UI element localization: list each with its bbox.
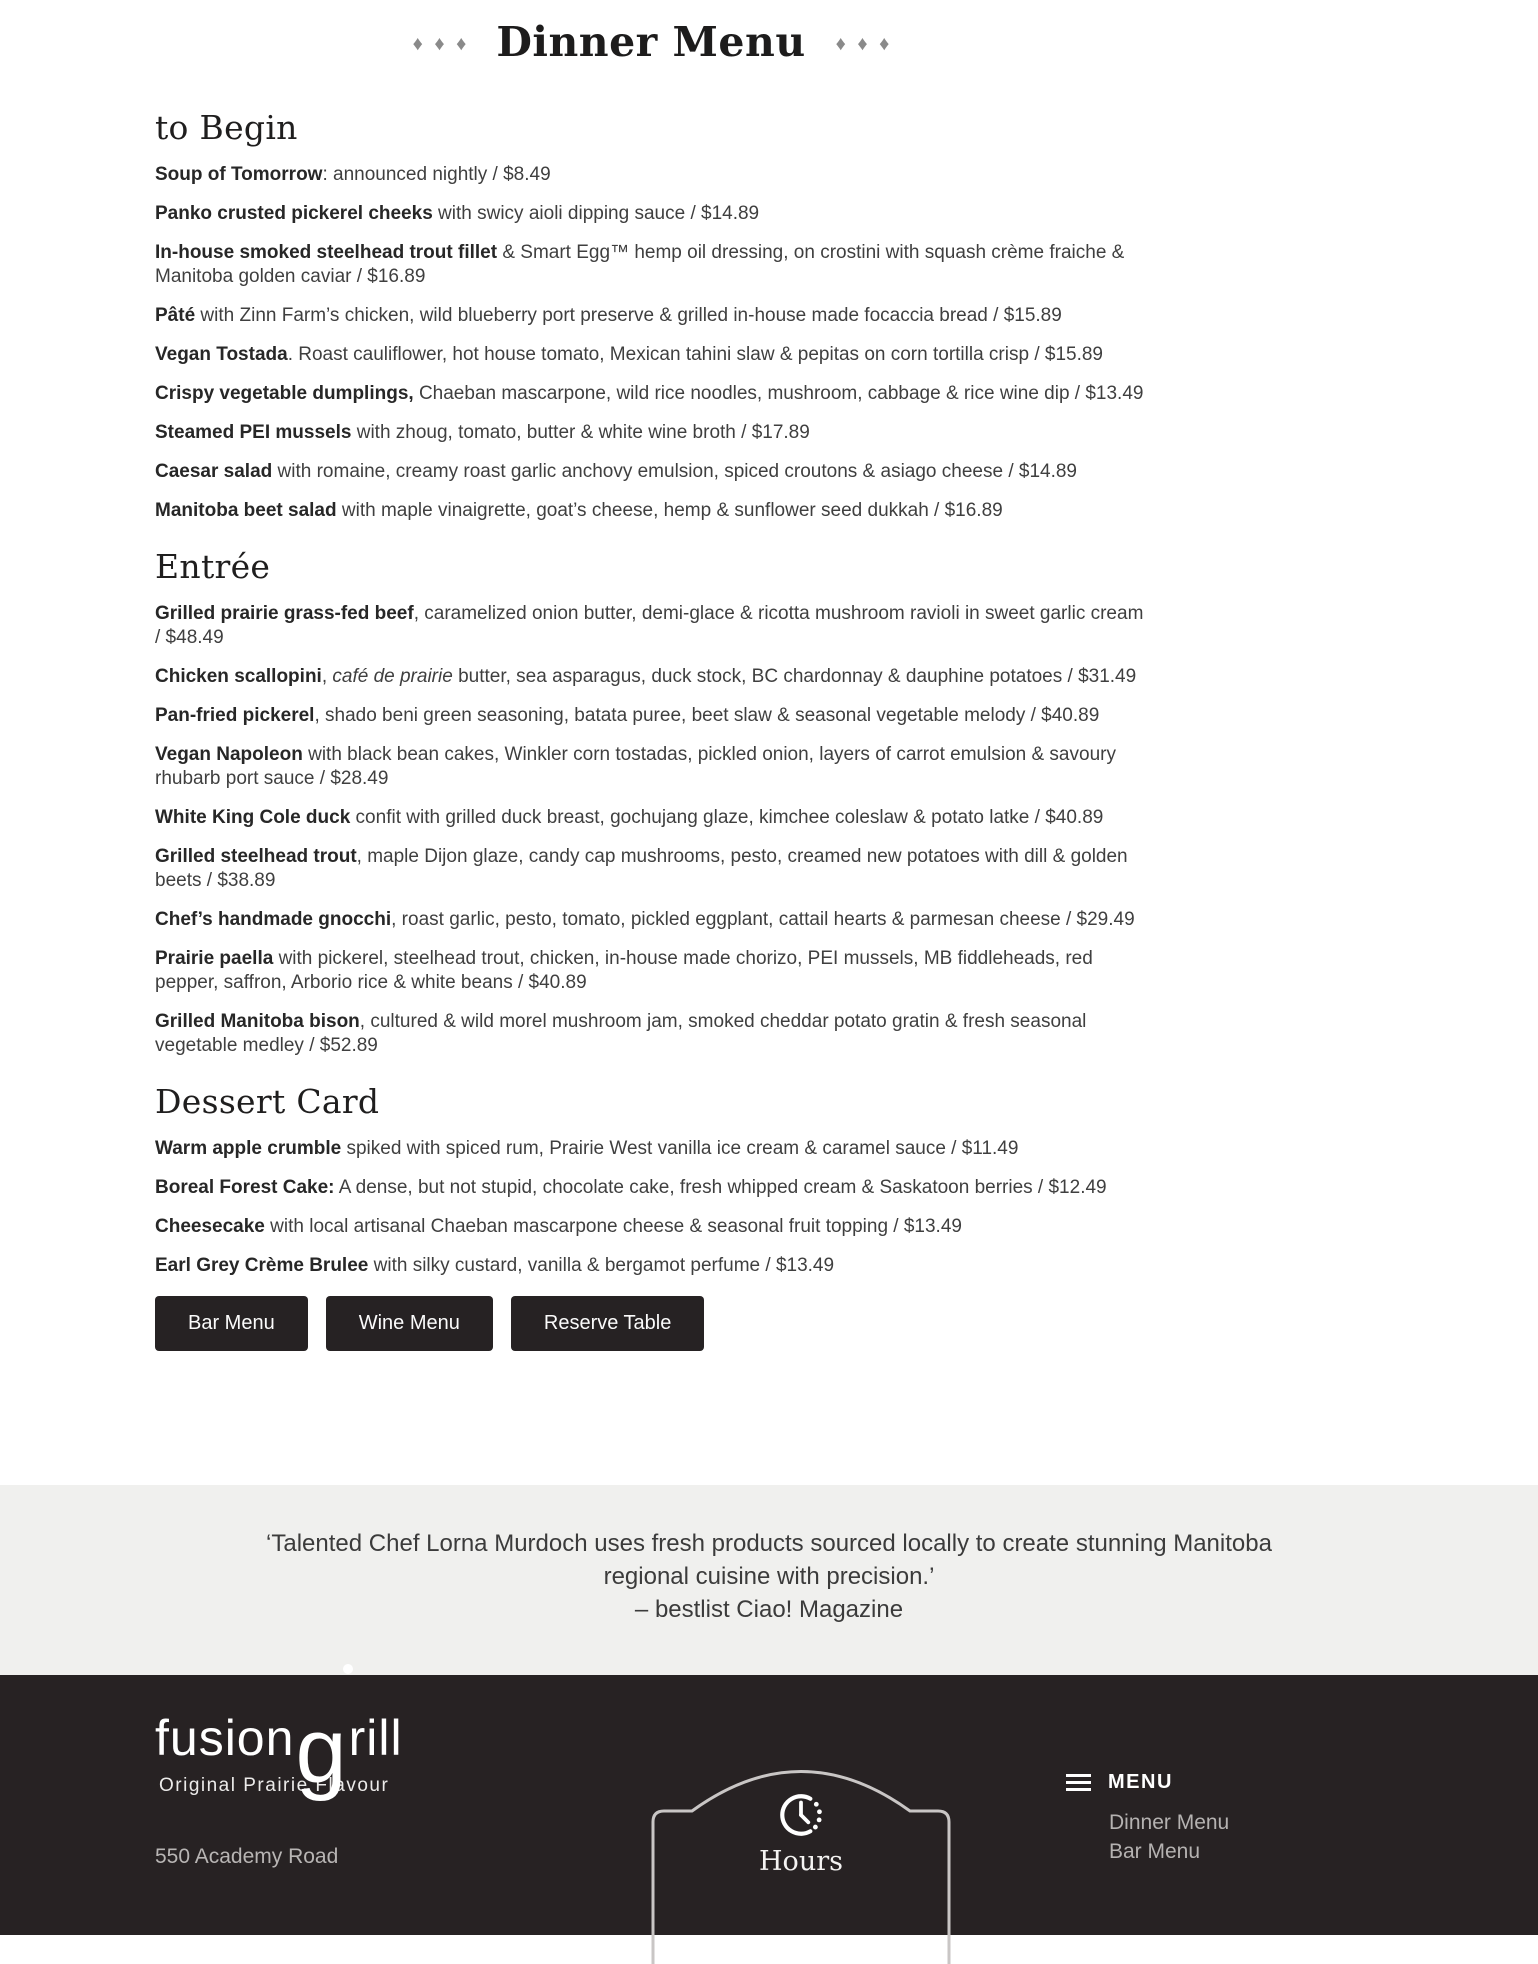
menu-item: Grilled steelhead trout, maple Dijon glaze, candy cap mushrooms, pesto, creamed new potatoes with dill & golden beets / $38.89: [155, 846, 1128, 891]
page-title: Dinner Menu: [496, 18, 806, 66]
menu-item: Boreal Forest Cake: A dense, but not stupid, chocolate cake, fresh whipped cream & Saskatoon berries / $12.49: [155, 1177, 1107, 1198]
footer-address: 550 Academy Road: [155, 1845, 339, 1868]
footer-menu-title: MENU: [1108, 1771, 1173, 1793]
menu-item: Panko crusted pickerel cheeks with swicy aioli dipping sauce / $14.89: [155, 203, 760, 224]
menu-item: In-house smoked steelhead trout fillet & Smart Egg™ hemp oil dressing, on crostini with squash crème fraiche & Manitoba golden caviar / $16.89: [155, 242, 1125, 287]
press-quote-text: ‘Talented Chef Lorna Murdoch uses fresh products sourced locally to create stunning Manitoba regional cuisine with precision.’: [266, 1530, 1272, 1590]
menu-item-name: Chicken scallopini: [155, 666, 322, 687]
menu-item: White King Cole duck confit with grilled duck breast, gochujang glaze, kimchee coleslaw & potato latke / $40.89: [155, 807, 1104, 828]
hours-label: Hours: [759, 1846, 843, 1877]
footer-link-dinner-menu[interactable]: Dinner Menu: [1109, 1811, 1230, 1834]
menu-item-name: Pan-fried pickerel: [155, 705, 315, 726]
menu-item-name: White King Cole duck: [155, 807, 351, 828]
footer-menu-header: [1066, 1771, 1229, 1794]
menu-item-name: Panko crusted pickerel cheeks: [155, 203, 433, 224]
press-quote-attribution: – bestlist Ciao! Magazine: [634, 1596, 904, 1623]
menu-item: Vegan Tostada. Roast cauliflower, hot house tomato, Mexican tahini slaw & pepitas on corn tortilla crisp / $15.89: [155, 344, 1103, 365]
menu-item: Caesar salad with romaine, creamy roast garlic anchovy emulsion, spiced croutons & asiago cheese / $14.89: [155, 461, 1077, 482]
menu-item: Cheesecake with local artisanal Chaeban mascarpone cheese & seasonal fruit topping / $13.49: [155, 1216, 962, 1237]
section-heading: Entrée: [155, 547, 271, 586]
menu-section-dessert-card: [155, 1082, 1147, 1278]
ornament-diamonds-left: ♦ ♦ ♦: [412, 32, 467, 55]
footer-menu-links: [1109, 1808, 1229, 1866]
menu-item-name: Pâté: [155, 305, 196, 326]
footer-menu-block: [1066, 1771, 1229, 1866]
menu-item-name: Cheesecake: [155, 1216, 265, 1237]
menu-item: Chef’s handmade gnocchi, roast garlic, pesto, tomato, pickled eggplant, cattail hearts & parmesan cheese / $29.49: [155, 909, 1135, 930]
ornament-diamonds-right: ♦ ♦ ♦: [835, 32, 890, 55]
menu-item: Crispy vegetable dumplings, Chaeban mascarpone, wild rice noodles, mushroom, cabbage & rice wine dip / $13.49: [155, 383, 1144, 404]
menu-sections: [155, 108, 1147, 1278]
section-heading: to Begin: [155, 108, 298, 147]
bar-menu-button[interactable]: Bar Menu: [155, 1296, 308, 1351]
menu-item: Steamed PEI mussels with zhoug, tomato, butter & white wine broth / $17.89: [155, 422, 810, 443]
menu-buttons-row: [155, 1296, 1147, 1351]
section-heading: Dessert Card: [155, 1082, 380, 1121]
logo-tagline: Original Prairie Flavour: [159, 1775, 390, 1796]
menu-item-name: Grilled Manitoba bison: [155, 1011, 360, 1032]
clock-icon: [776, 1790, 826, 1845]
menu-item: Pâté with Zinn Farm’s chicken, wild blueberry port preserve & grilled in-house made focaccia bread / $15.89: [155, 305, 1062, 326]
footer-link-bar-menu[interactable]: Bar Menu: [1109, 1840, 1201, 1863]
menu-item-name: Manitoba beet salad: [155, 500, 337, 521]
menu-item: Manitoba beet salad with maple vinaigrette, goat’s cheese, hemp & sunflower seed dukkah / $16.89: [155, 500, 1003, 521]
menu-item-name: Chef’s handmade gnocchi: [155, 909, 392, 930]
logo-text-rill: rill: [348, 1710, 403, 1766]
menu-item-name: Warm apple crumble: [155, 1138, 342, 1159]
logo-text-fusion: fusion: [155, 1710, 295, 1766]
site-footer: [0, 1675, 1538, 1935]
menu-item-name: Soup of Tomorrow: [155, 164, 323, 185]
menu-item-name: Earl Grey Crème Brulee: [155, 1255, 369, 1276]
menu-item: Vegan Napoleon with black bean cakes, Winkler corn tostadas, pickled onion, layers of carrot emulsion & savoury rhubarb port sauce / $28.49: [155, 744, 1116, 789]
menu-item: Chicken scallopini, café de prairie butter, sea asparagus, duck stock, BC chardonnay & dauphine potatoes / $31.49: [155, 666, 1137, 687]
menu-item-name: Grilled prairie grass-fed beef: [155, 603, 414, 624]
menu-item-name: Prairie paella: [155, 948, 274, 969]
menu-item-name: Boreal Forest Cake:: [155, 1177, 335, 1198]
page-title-row: [155, 18, 1147, 66]
footer-logo-block: [155, 1700, 403, 1802]
reserve-table-button[interactable]: Reserve Table: [511, 1296, 704, 1351]
menu-item: Pan-fried pickerel, shado beni green seasoning, batata puree, beet slaw & seasonal vegetable melody / $40.89: [155, 705, 1100, 726]
menu-section-to-begin: [155, 108, 1147, 523]
menu-item: Soup of Tomorrow: announced nightly / $8.49: [155, 164, 551, 185]
menu-item-name: Steamed PEI mussels: [155, 422, 352, 443]
menu-item-italic: café de prairie: [332, 666, 453, 687]
menu-item-name: In-house smoked steelhead trout fillet: [155, 242, 498, 263]
menu-section-entr-e: [155, 547, 1147, 1058]
menu-item-name: Caesar salad: [155, 461, 273, 482]
wine-menu-button[interactable]: Wine Menu: [326, 1296, 493, 1351]
hours-plaque: [650, 1764, 952, 1964]
menu-item: Earl Grey Crème Brulee with silky custard, vanilla & bergamot perfume / $13.49: [155, 1255, 835, 1276]
menu-item: Grilled Manitoba bison, cultured & wild morel mushroom jam, smoked cheddar potato gratin & fresh seasonal vegetable medley / $52.89: [155, 1011, 1087, 1056]
menu-item-name: Crispy vegetable dumplings,: [155, 383, 414, 404]
menu-item-name: Grilled steelhead trout: [155, 846, 357, 867]
menu-item-name: Vegan Tostada: [155, 344, 288, 365]
menu-item: Warm apple crumble spiked with spiced rum, Prairie West vanilla ice cream & caramel sauce / $11.49: [155, 1138, 1019, 1159]
menu-item-name: Vegan Napoleon: [155, 744, 303, 765]
press-quote-band: [0, 1485, 1538, 1675]
menu-page: [155, 0, 1147, 1351]
hamburger-menu-icon[interactable]: [1066, 1774, 1091, 1791]
logo-letter-g: g: [295, 1700, 347, 1802]
logo-g-dot: [343, 1664, 353, 1674]
menu-item: Prairie paella with pickerel, steelhead trout, chicken, in-house made chorizo, PEI mussels, MB fiddleheads, red pepper, saffron, Arborio rice & white beans / $40.89: [155, 948, 1093, 993]
menu-item: Grilled prairie grass-fed beef, caramelized onion butter, demi-glace & ricotta mushroom ravioli in sweet garlic cream / $48.49: [155, 603, 1144, 648]
